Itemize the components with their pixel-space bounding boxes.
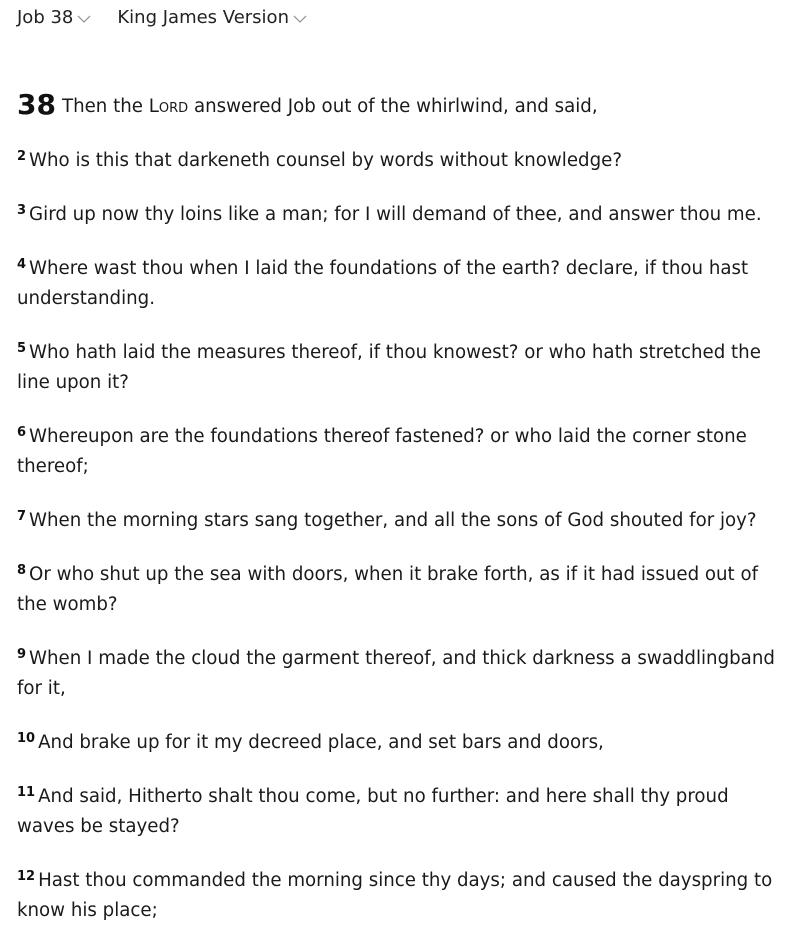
verse-12	[17, 862, 777, 926]
verse-number: 4	[17, 257, 27, 272]
verse-number: 3	[17, 203, 27, 218]
verse-8	[17, 556, 777, 620]
book-chapter-picker[interactable]	[17, 7, 91, 29]
verse-number: 2	[17, 149, 27, 164]
verse-number: 5	[17, 341, 27, 356]
verse-text: Or who shut up the sea with doors, when it brake forth, as if it had issued out of the womb?	[17, 564, 758, 615]
verse-number: 7	[17, 509, 27, 524]
chevron-down-icon	[293, 12, 307, 26]
verse-text: Whereupon are the foundations thereof fastened? or who laid the corner stone thereof;	[17, 426, 747, 477]
verse-text: Who hath laid the measures thereof, if thou knowest? or who hath stretched the line upon it?	[17, 342, 761, 393]
verse-text: Who is this that darkeneth counsel by words without knowledge?	[29, 150, 622, 171]
verse-5	[17, 334, 777, 398]
verse-6	[17, 418, 777, 482]
verse-number: 6	[17, 425, 27, 440]
verse-text: Gird up now thy loins like a man; for I will demand of thee, and answer thou me.	[29, 204, 762, 225]
verse-1	[17, 90, 777, 122]
verse-9	[17, 640, 777, 704]
verse-number: 8	[17, 563, 27, 578]
verse-text: answered Job out of the whirlwind, and said,	[188, 96, 598, 117]
chapter-content	[17, 90, 777, 946]
verse-list	[17, 142, 777, 926]
verse-text: And brake up for it my decreed place, and set bars and doors,	[38, 732, 604, 753]
verse-2	[17, 142, 777, 176]
verse-text: Hast thou commanded the morning since thy days; and caused the dayspring to know his place;	[17, 870, 773, 921]
verse-number: 9	[17, 647, 27, 662]
verse-3	[17, 196, 777, 230]
verse-text: Where wast thou when I laid the foundations of the earth? declare, if thou hast understanding.	[17, 258, 749, 309]
chevron-down-icon	[77, 12, 91, 26]
verse-4	[17, 250, 777, 314]
book-chapter-label: Job 38	[17, 7, 74, 28]
version-picker[interactable]	[117, 7, 307, 29]
verse-text: When I made the cloud the garment thereof, and thick darkness a swaddlingband for it,	[17, 648, 775, 699]
verse-text: And said, Hitherto shalt thou come, but no further: and here shall thy proud waves be stayed?	[17, 786, 729, 837]
verse-11	[17, 778, 777, 842]
verse-10	[17, 724, 777, 758]
verse-text: When the morning stars sang together, and all the sons of God shouted for joy?	[29, 510, 757, 531]
verse-text: Then the	[61, 96, 149, 117]
verse-number: 12	[17, 869, 36, 884]
divine-name: Lord	[148, 96, 189, 117]
verse-number: 11	[17, 785, 36, 800]
version-label: King James Version	[117, 7, 289, 28]
verse-number: 10	[17, 731, 36, 746]
chapter-number: 38	[17, 88, 56, 121]
reader-header	[17, 6, 333, 30]
verse-7	[17, 502, 777, 536]
